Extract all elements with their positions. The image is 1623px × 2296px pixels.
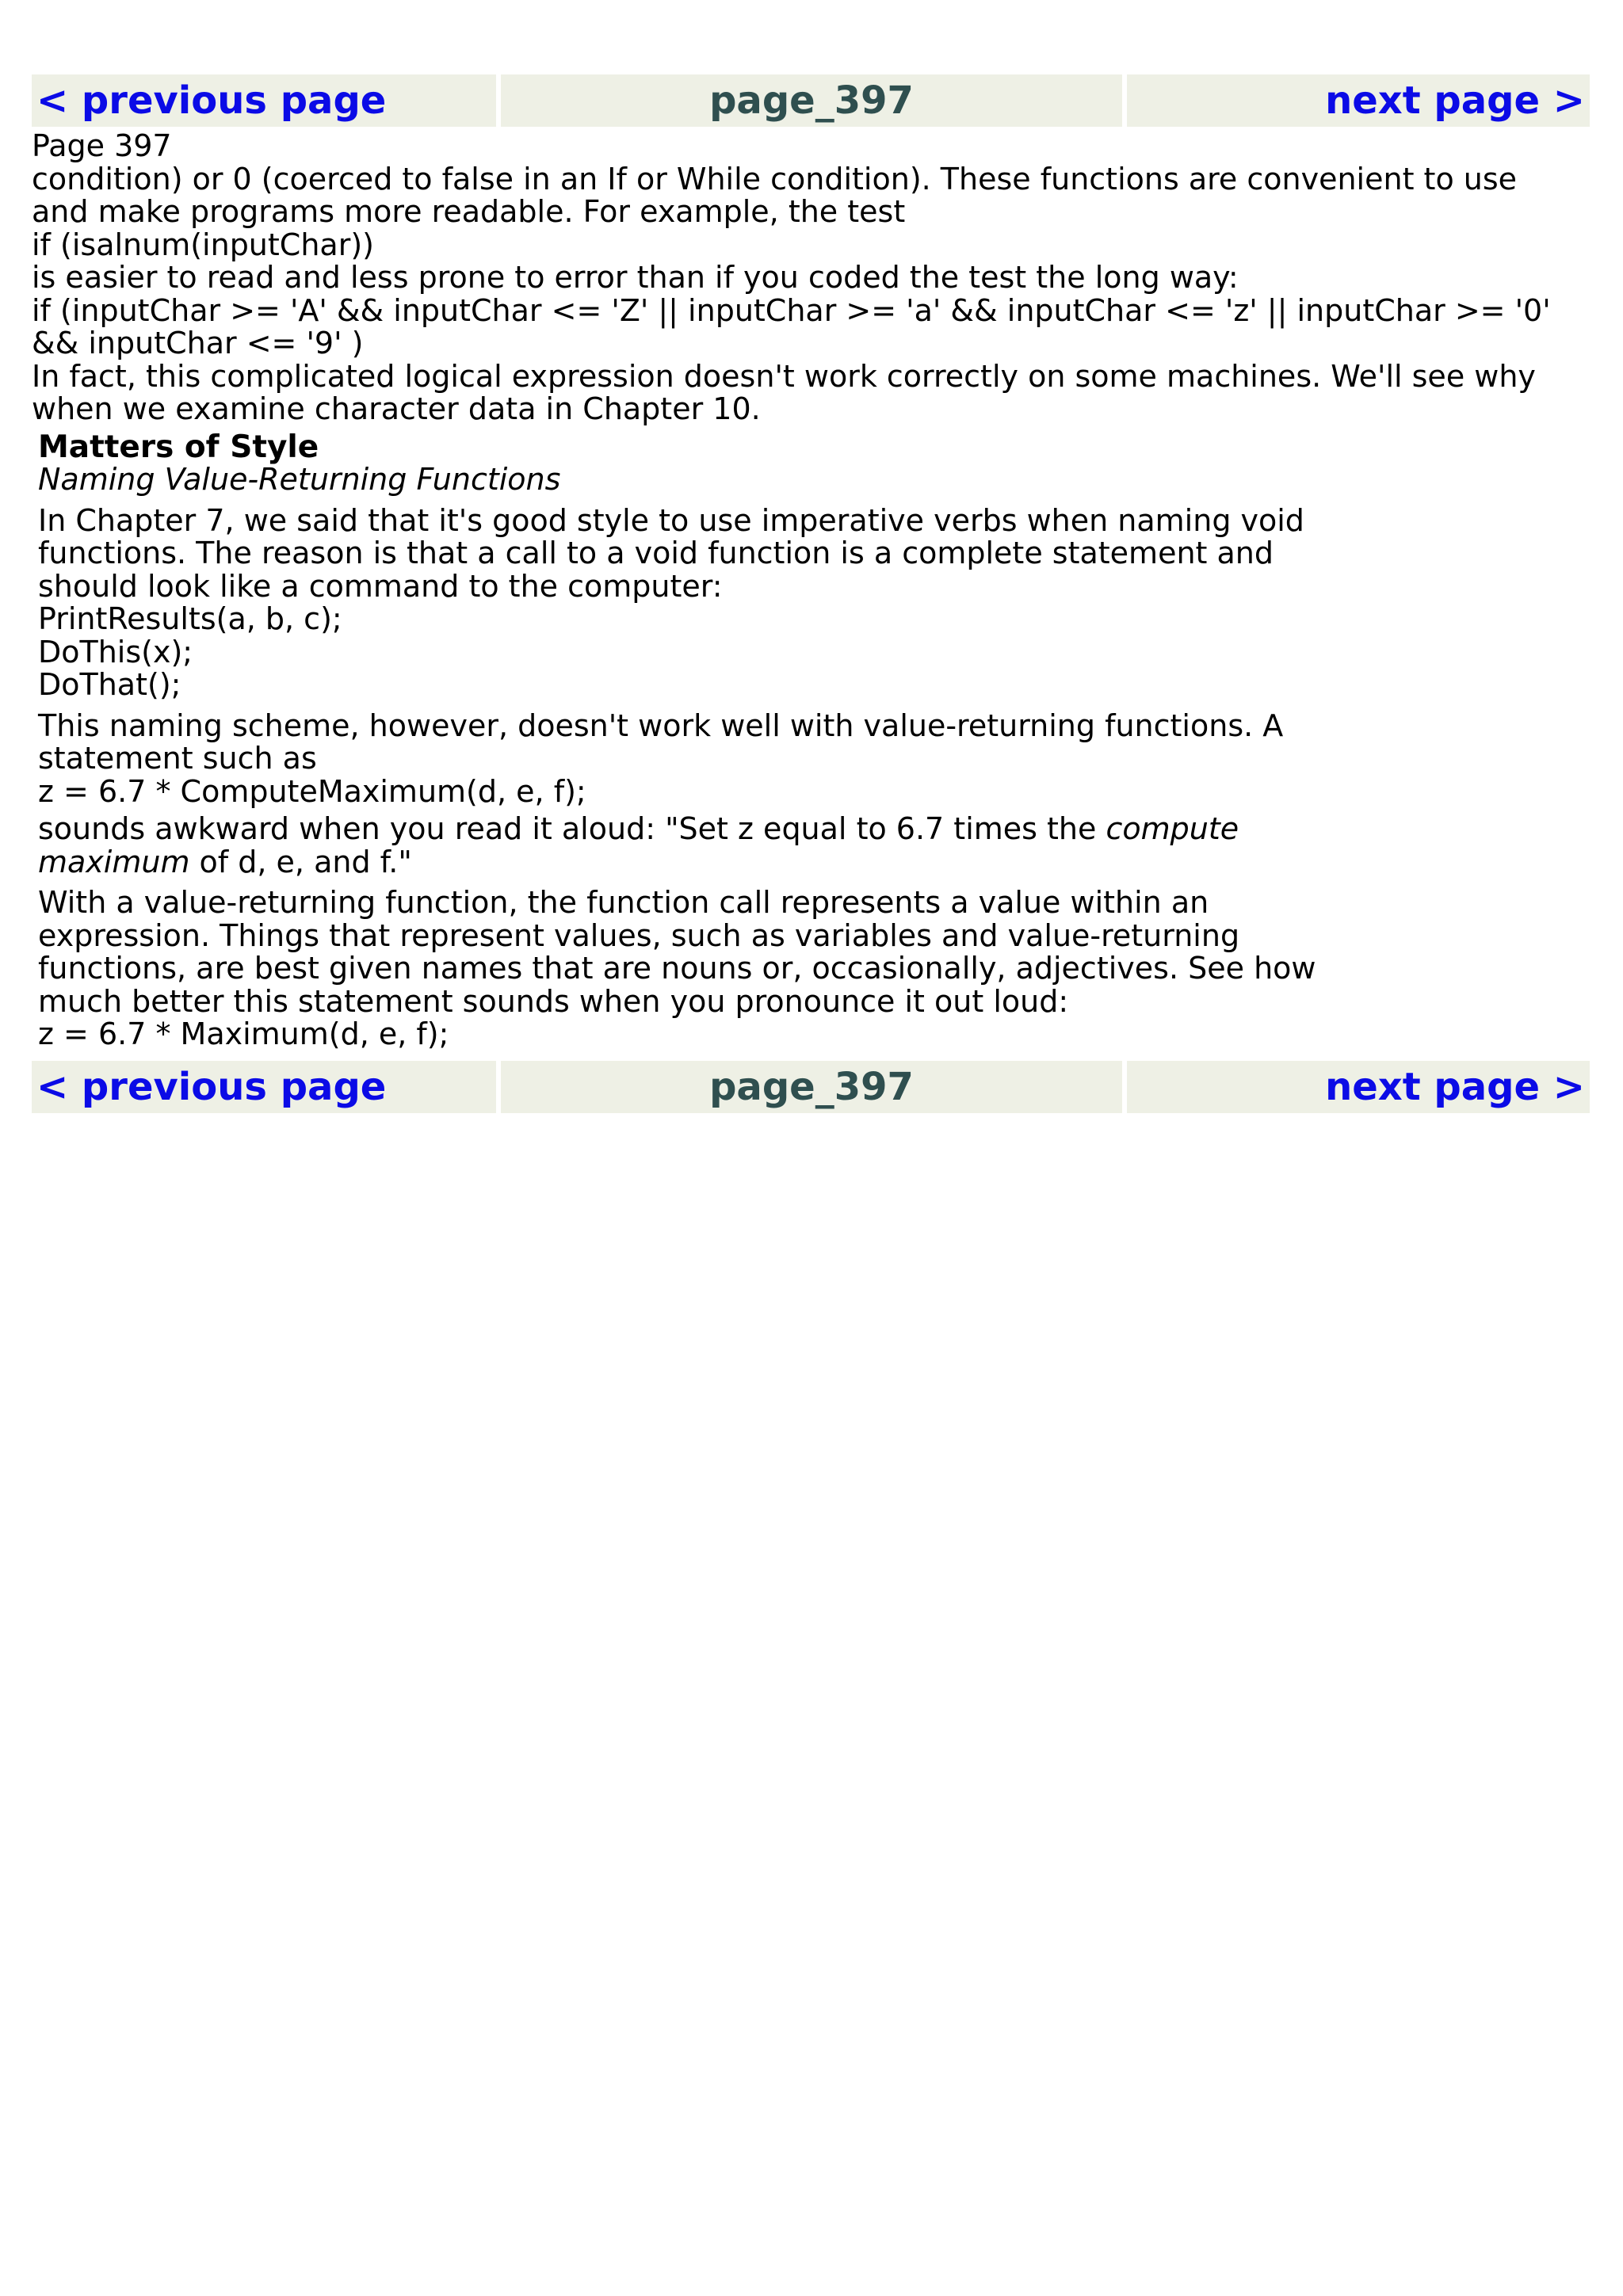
- paragraph: condition) or 0 (coerced to false in an If or While condition). These functions are convenient to use and make programs more readable. For example, the test: [32, 161, 1518, 229]
- code-line: DoThat();: [38, 667, 181, 702]
- bottom-navigation-bar: [32, 1061, 1594, 1113]
- sidebar-title: Matters of Style: [38, 429, 319, 465]
- paragraph: In fact, this complicated logical expression doesn't work correctly on some machines. We'll see why when we examine character data in Chapter 10.: [32, 358, 1536, 426]
- paragraph: In Chapter 7, we said that it's good style to use imperative verbs when naming void functions. The reason is that a call to a void function is a complete statement and should look like a command to the computer:: [38, 502, 1304, 604]
- code-line: z = 6.7 * Maximum(d, e, f);: [38, 1016, 449, 1051]
- code-line: if (inputChar >= 'A' && inputChar <= 'Z' || inputChar >= 'a' && inputChar <= 'z' || inputChar >= '0' && inputChar <= '9' ): [32, 292, 1551, 360]
- page-container: [32, 74, 1594, 1113]
- paragraph: This naming scheme, however, doesn't work well with value-returning functions. A statement such as: [38, 707, 1284, 776]
- next-page-link[interactable]: next page >: [1127, 1061, 1590, 1113]
- emphasis-text: compute maximum: [38, 811, 1239, 879]
- sidebar-subtitle: Naming Value-Returning Functions: [38, 462, 561, 497]
- code-line: if (isalnum(inputChar)): [32, 227, 374, 262]
- paragraph: is easier to read and less prone to error than if you coded the test the long way:: [32, 260, 1239, 295]
- previous-page-link[interactable]: < previous page: [32, 74, 496, 127]
- paragraph-text: sounds awkward when you read it aloud: "Set z equal to 6.7 times the: [38, 811, 1106, 846]
- page-label: page_397: [501, 1061, 1122, 1113]
- page-content: [32, 127, 1594, 1058]
- page-number: Page 397: [32, 128, 172, 163]
- paragraph-text: of d, e, and f.": [189, 844, 412, 879]
- paragraph: With a value-returning function, the function call represents a value within an expression. Things that represent values, such as variables and value-returning functions, are best given names that are nouns or, occasionally, adjectives. See how much better this statement sounds when you pronounce it out loud:: [38, 885, 1316, 1019]
- code-line: DoThis(x);: [38, 634, 193, 669]
- paragraph: [38, 813, 1274, 879]
- next-page-link[interactable]: next page >: [1127, 74, 1590, 127]
- previous-page-link[interactable]: < previous page: [32, 1061, 496, 1113]
- top-navigation-bar: [32, 74, 1594, 127]
- code-line: PrintResults(a, b, c);: [38, 601, 342, 636]
- code-line: z = 6.7 * ComputeMaximum(d, e, f);: [38, 773, 586, 809]
- page-label: page_397: [501, 74, 1122, 127]
- style-sidebar: [32, 431, 1594, 1051]
